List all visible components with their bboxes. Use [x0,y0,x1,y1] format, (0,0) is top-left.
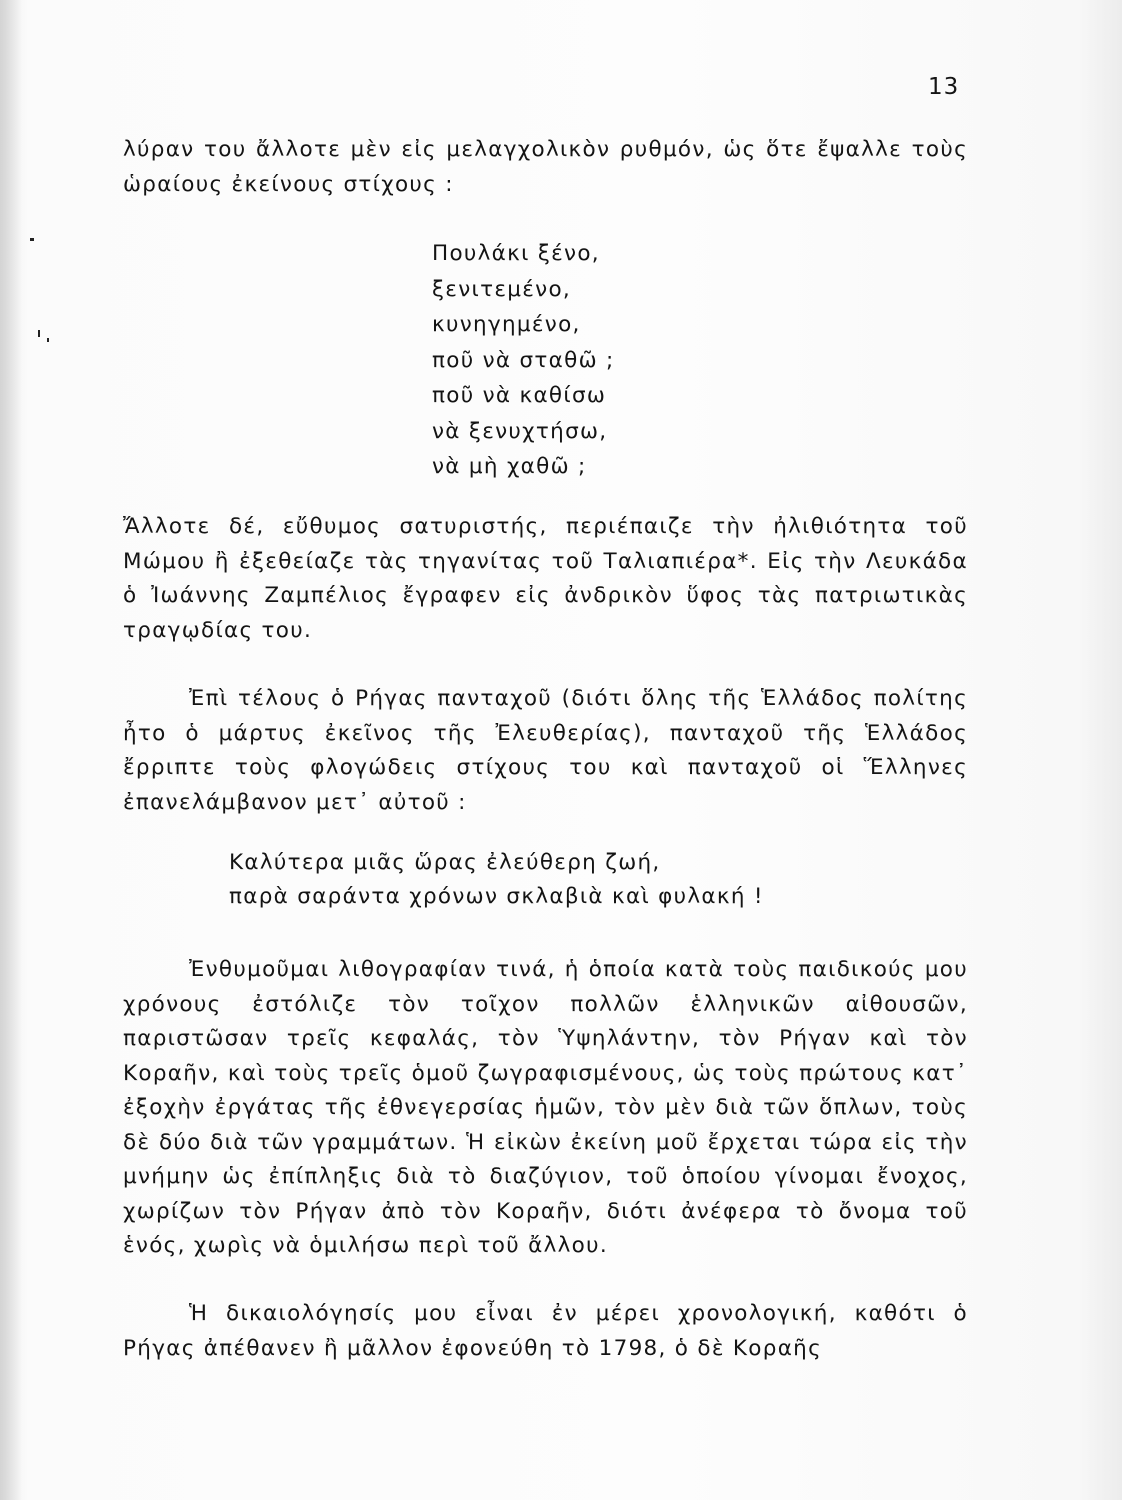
paragraph-text: Ἄλλοτε δέ, εὔθυμος σατυριστής, περιέπαιζε τὴν ἠλιθιότητα τοῦ Μώμου ἢ ἐξεθείαζε τὰς τηγανίτας τοῦ Ταλιαπιέρα*. Εἰς τὴν Λευκάδα ὁ Ἰωάννης Ζαμπέλιος ἔγραφεν εἰς ἀνδρικὸν ὕφος τὰς πατριωτικὰς τραγῳδίας του. [123,514,968,643]
verse-line: παρὰ σαράντα χρόνων σκλαβιὰ καὶ φυλακή ! [229,884,764,909]
verse-line: ποῦ νὰ καθίσω [432,383,607,408]
scan-speck [47,338,49,342]
scan-speck [30,238,34,241]
paragraph [123,510,968,648]
verse-line: νὰ μὴ χαθῶ ; [432,454,587,479]
paragraph-continued [123,133,968,202]
paragraph [123,682,968,820]
verse-line: ξενιτεμένο, [432,276,572,302]
paragraph [123,1297,968,1366]
poem-quote [432,236,615,485]
paragraph-text: λύραν του ἄλλοτε μὲν εἰς μελαγχολικὸν ρυθμόν, ὡς ὅτε ἔψαλλε τοὺς ὡραίους ἐκείνους στίχους : [123,137,968,197]
verse-line: νὰ ξενυχτήσω, [432,418,608,444]
page-number: 13 [928,74,960,100]
scan-speck [38,330,40,337]
paragraph-text: Ἡ δικαιολόγησίς μου εἶναι ἐν μέρει χρονολογική, καθότι ὁ Ρήγας ἀπέθανεν ἢ μᾶλλον ἐφονεύθη τὸ 1798, ὁ δὲ Κοραῆς [123,1301,968,1361]
page-edge-shadow [0,0,22,1500]
couplet-quote [229,846,764,914]
paragraph-text: Ἐπὶ τέλους ὁ Ρήγας πανταχοῦ (διότι ὅλης τῆς Ἑλλάδος πολίτης ἦτο ὁ μάρτυς ἐκεῖνος τῆς Ἐλευθερίας), πανταχοῦ τῆς Ἑλλάδος ἔρριπτε τοὺς φλογώδεις στίχους του καὶ πανταχοῦ οἱ Ἕλληνες ἐπανελάμβανον μετ᾽ αὐτοῦ : [123,686,968,815]
verse-line: κυνηγημένο, [432,312,581,337]
verse-line: Πουλάκι ξένο, [432,241,600,266]
paragraph-text: Ἐνθυμοῦμαι λιθογραφίαν τινά, ἡ ὁποία κατὰ τοὺς παιδικούς μου χρόνους ἐστόλιζε τὸν τοῖχον πολλῶν ἑλληνικῶν αἰθουσῶν, παριστῶσαν τρεῖς κεφαλάς, τὸν Ὑψηλάντην, τὸν Ρήγαν καὶ τὸν Κοραῆν, καὶ τοὺς τρεῖς ὁμοῦ ζωγραφισμένους, ὡς τοὺς πρώτους κατ᾽ ἐξοχὴν ἐργάτας τῆς ἐθνεγερσίας ἡμῶν, τὸν μὲν διὰ τῶν ὅπλων, τοὺς δὲ δύο διὰ τῶν γραμμάτων. Ἡ εἰκὼν ἐκείνη μοῦ ἔρχεται τώρα εἰς τὴν μνήμην ὡς ἐπίπληξις διὰ τὸ διαζύγιον, τοῦ ὁποίου γίνομαι ἔνοχος, χωρίζων τὸν Ρήγαν ἀπὸ τὸν Κοραῆν, διότι ἀνέφερα τὸ ὄνομα τοῦ ἑνός, χωρὶς νὰ ὁμιλήσω περὶ τοῦ ἄλλου. [123,957,968,1258]
verse-line: Καλύτερα μιᾶς ὥρας ἐλεύθερη ζωή, [229,850,661,875]
verse-line: ποῦ νὰ σταθῶ ; [432,347,615,373]
paragraph [123,953,968,1264]
